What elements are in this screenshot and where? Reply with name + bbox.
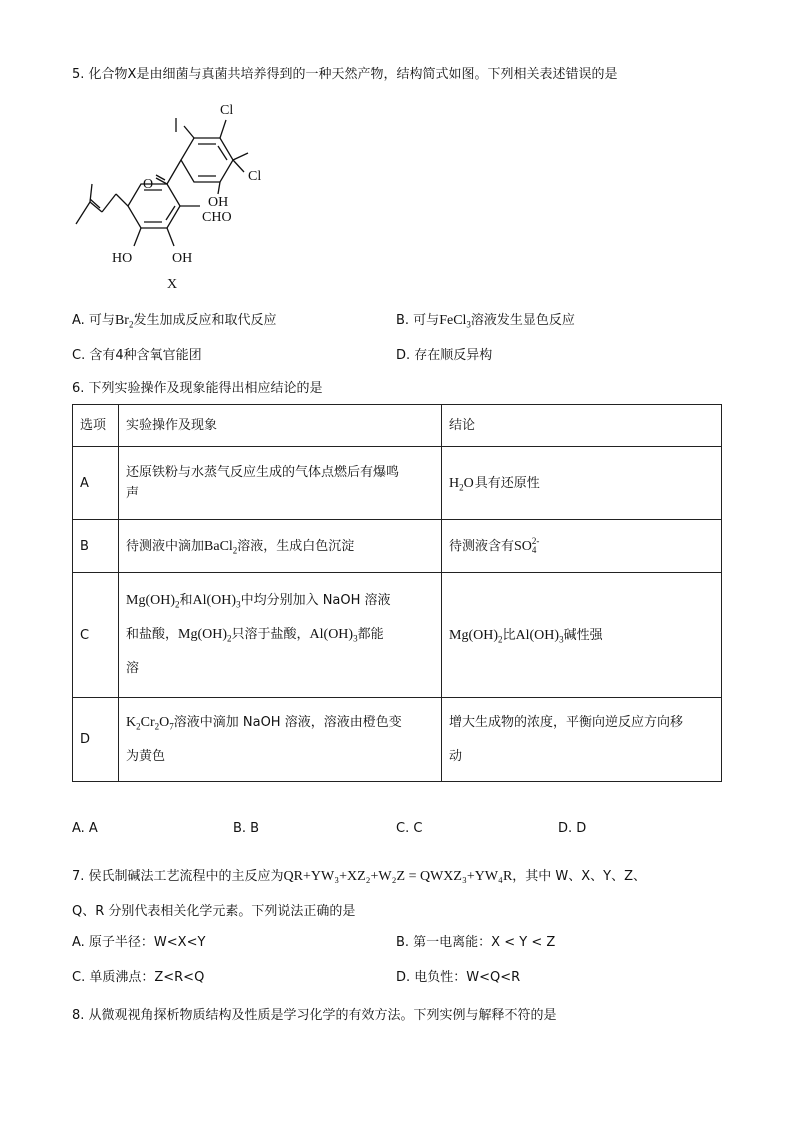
table-row: [73, 447, 722, 520]
cl-top-label: Cl: [220, 103, 234, 118]
q5-option-d: D. 存在顺反异构: [396, 348, 493, 363]
row-label: C: [73, 573, 119, 698]
q6-table: [72, 404, 722, 782]
cho-label: CHO: [202, 210, 232, 225]
q7-option-d: D. 电负性：W<Q<R: [396, 970, 521, 985]
row-label: D: [73, 698, 119, 782]
q7-option-c: C. 单质沸点：Z<R<Q: [72, 970, 205, 985]
table-row: [73, 698, 722, 782]
q6-stem: 6. 下列实验操作及现象能得出相应结论的是: [72, 381, 323, 396]
row-operation: $K_2Cr_2O_7$溶液中滴加 NaOH 溶液，溶液由橙色变 为黄色: [119, 698, 442, 782]
header-operation: 实验操作及现象: [119, 405, 442, 447]
table-row: [73, 573, 722, 698]
q6-answer-a: A. A: [72, 821, 98, 836]
q8-stem: 8. 从微观视角探析物质结构及性质是学习化学的有效方法。下列实例与解释不符的是: [72, 1008, 557, 1023]
q7-equation: QR+YW₃+XZ₂+W₂Z = QWXZ₃+YW₄R: [283, 869, 513, 884]
q5-option-b: B. 可与FeCl$_3$溶液发生显色反应: [396, 313, 575, 330]
oh-upper-label: OH: [208, 195, 229, 210]
row-operation: $Mg(OH)_2$和$Al(OH)_3$中均分别加入 NaOH 溶液 和盐酸，$Mg(OH)_2$只溶于盐酸，$Al(OH)_3$都能 溶: [119, 573, 442, 698]
row-conclusion: 待测液含有SO 2- 4: [442, 520, 722, 573]
q7-option-a: A. 原子半径：W<X<Y: [72, 935, 206, 950]
q7-option-b: B. 第一电离能：X < Y < Z: [396, 935, 556, 950]
row-operation: 待测液中滴加BaCl$_2$溶液，生成白色沉淀: [119, 520, 442, 573]
o-carbonyl-label: O: [143, 177, 154, 192]
q7-stem-line2: Q、R 分别代表相关化学元素。下列说法正确的是: [72, 904, 356, 919]
q5-option-c: C. 含有4种含氧官能团: [72, 348, 202, 363]
q5-structure-diagram: [72, 98, 302, 298]
q7-stem-line1: 7. 侯氏制碱法工艺流程中的主反应为QR+YW₃+XZ₂+W₂Z = QWXZ₃+YW₄R，其中 W、X、Y、Z、: [72, 869, 647, 884]
header-option: 选项: [73, 405, 119, 447]
table-row: [73, 520, 722, 573]
row-label: B: [73, 520, 119, 573]
compound-x-label: X: [167, 277, 178, 292]
header-conclusion: 结论: [442, 405, 722, 447]
q5-option-a: A. 可与$Br_2$发生加成反应和取代反应: [72, 313, 277, 330]
q6-answer-d: D. D: [558, 821, 587, 836]
row-operation: 还原铁粉与水蒸气反应生成的气体点燃后有爆鸣 声: [119, 447, 442, 520]
cl-right-label: Cl: [248, 169, 262, 184]
q6-answer-b: B. B: [233, 821, 260, 836]
q5-stem: 5. 化合物X是由细菌与真菌共培养得到的一种天然产物，结构简式如图。下列相关表述错误的是: [72, 67, 618, 82]
q6-answer-c: C. C: [396, 821, 423, 836]
ho-left-label: HO: [112, 251, 133, 266]
table-header-row: [73, 405, 722, 447]
row-label: A: [73, 447, 119, 520]
row-conclusion: 增大生成物的浓度，平衡向逆反应方向移 动: [442, 698, 722, 782]
row-conclusion: $H_2O$具有还原性: [442, 447, 722, 520]
row-conclusion: $Mg(OH)_2$比$Al(OH)_3$碱性强: [442, 573, 722, 698]
oh-right-label: OH: [172, 251, 193, 266]
